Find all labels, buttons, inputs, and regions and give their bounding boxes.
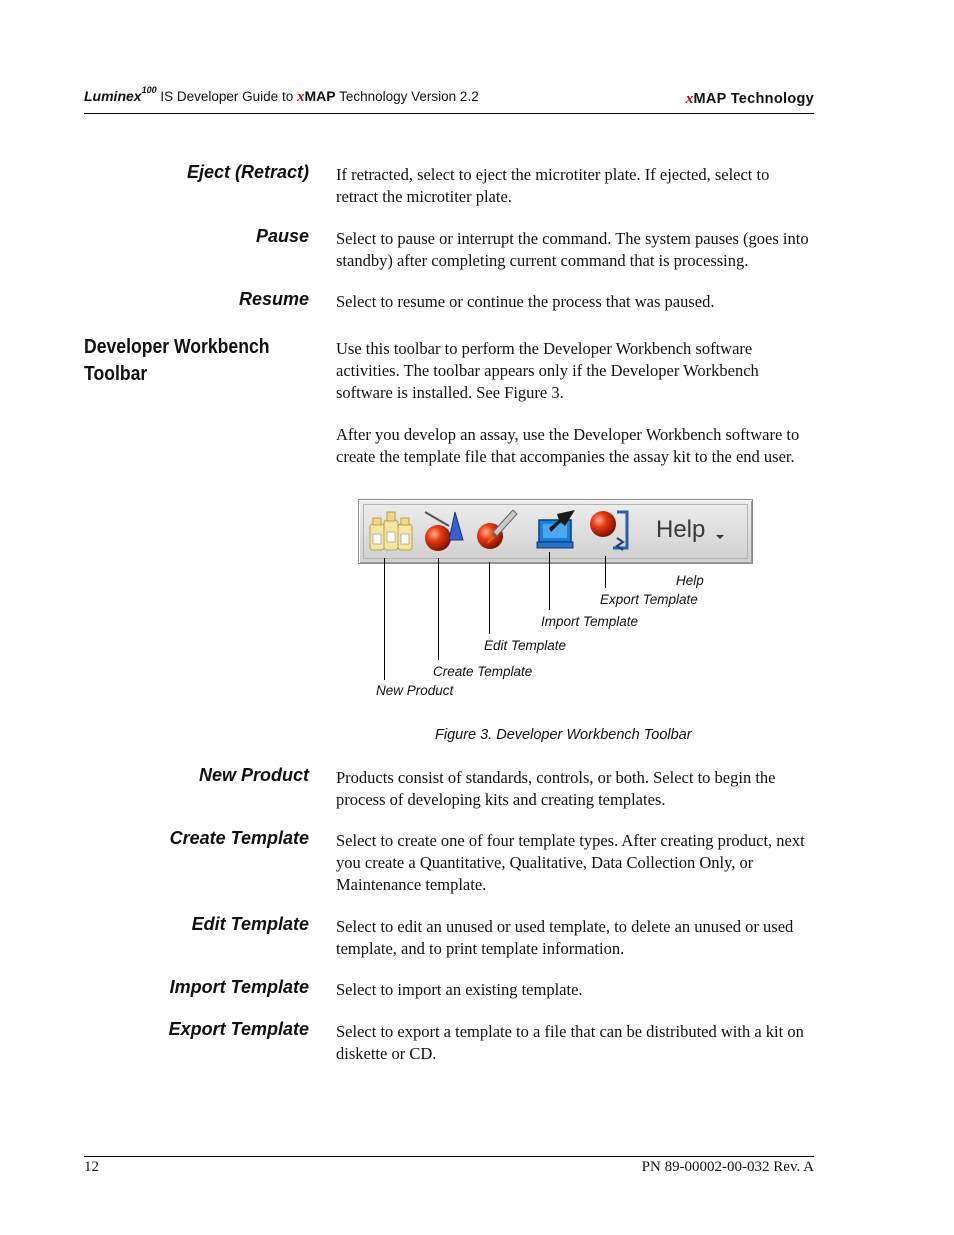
callout-create-template: Create Template <box>433 664 533 679</box>
header-title <box>84 85 479 106</box>
section-paragraph-1: Use this toolbar to perform the Developer Workbench software activities. The toolbar appears only if the Developer Workbench software is installed. See Figure 3. <box>336 339 759 402</box>
callout-export-template: Export Template <box>600 592 698 607</box>
callout-line-new-product <box>384 558 385 680</box>
bottle-shape <box>370 512 412 550</box>
term-import-template: Import Template <box>169 977 309 997</box>
term-edit-template: Edit Template <box>191 914 309 934</box>
wand-shape <box>425 512 449 526</box>
desc-edit-template: Select to edit an unused or used template, to delete an unused or used template, and to print template information. <box>336 917 794 958</box>
header-right-x-letter: x <box>685 91 694 107</box>
ball-shape <box>425 525 451 551</box>
base-shape <box>537 542 573 548</box>
term-new-product: New Product <box>198 765 309 785</box>
page-number: 12 <box>84 1159 99 1175</box>
callout-line-edit-template <box>489 562 490 634</box>
footer-rule <box>84 1156 814 1157</box>
term-export-template: Export Template <box>168 1019 309 1039</box>
desc-import-template: Select to import an existing template. <box>336 980 583 999</box>
callout-new-product: New Product <box>376 683 454 698</box>
page-header <box>84 84 814 114</box>
developer-workbench-toolbar <box>358 499 753 564</box>
export-template-icon[interactable] <box>587 506 635 554</box>
term-eject: Eject (Retract) <box>186 162 309 182</box>
term-resume: Resume <box>238 289 309 309</box>
header-section-title <box>686 91 814 108</box>
desc-create-template: Select to create one of four template types. After creating product, next you create a Quantitative, Qualitative, Data Collection Only, or Maintenance template. <box>336 831 805 894</box>
chevron-down-icon[interactable] <box>716 535 724 539</box>
import-template-icon[interactable] <box>531 506 579 554</box>
ball-shape <box>590 511 616 537</box>
desc-export-template: Select to export a template to a file that can be distributed with a kit on diskette or CD. <box>336 1022 804 1063</box>
callout-edit-template: Edit Template <box>484 638 567 653</box>
brush-shape <box>493 510 517 536</box>
edit-template-icon[interactable] <box>471 506 519 554</box>
part-number: PN 89-00002-00-032 Rev. A <box>641 1159 814 1175</box>
header-x-letter: x <box>296 89 305 105</box>
cone-shape <box>449 512 463 540</box>
header-map: MAP <box>304 88 336 104</box>
header-guide-suffix: Technology Version 2.2 <box>339 89 479 104</box>
header-guide-prefix: IS Developer Guide to <box>160 89 294 104</box>
desc-resume: Select to resume or continue the process that was paused. <box>336 292 715 311</box>
header-brand: Luminex <box>84 88 142 104</box>
section-paragraph-2: After you develop an assay, use the Developer Workbench software to create the template file that accompanies the assay kit to the end user. <box>336 425 800 466</box>
header-right-text: MAP Technology <box>693 91 814 107</box>
callout-line-create-template <box>438 558 439 660</box>
header-brand-superscript: 100 <box>141 85 157 95</box>
term-create-template: Create Template <box>169 828 309 848</box>
new-product-icon[interactable] <box>367 506 415 554</box>
desc-pause: Select to pause or interrupt the command. The system pauses (goes into standby) after completing current command that is processing. <box>336 229 809 270</box>
figure-caption: Figure 3. Developer Workbench Toolbar <box>435 727 692 743</box>
section-heading: Developer Workbench Toolbar <box>84 336 270 385</box>
desc-eject: If retracted, select to eject the microtiter plate. If ejected, select to retract the microtiter plate. <box>336 165 770 206</box>
callout-import-template: Import Template <box>541 614 639 629</box>
callout-line-import-template <box>549 552 550 610</box>
create-template-icon[interactable] <box>419 506 467 554</box>
callout-line-export-template <box>605 556 606 588</box>
callout-help: Help <box>676 573 704 588</box>
help-button[interactable]: Help <box>656 516 706 543</box>
term-pause: Pause <box>255 226 309 246</box>
desc-new-product: Products consist of standards, controls, or both. Select to begin the process of developing kits and creating templates. <box>336 768 776 809</box>
clamp-shape <box>613 512 627 548</box>
